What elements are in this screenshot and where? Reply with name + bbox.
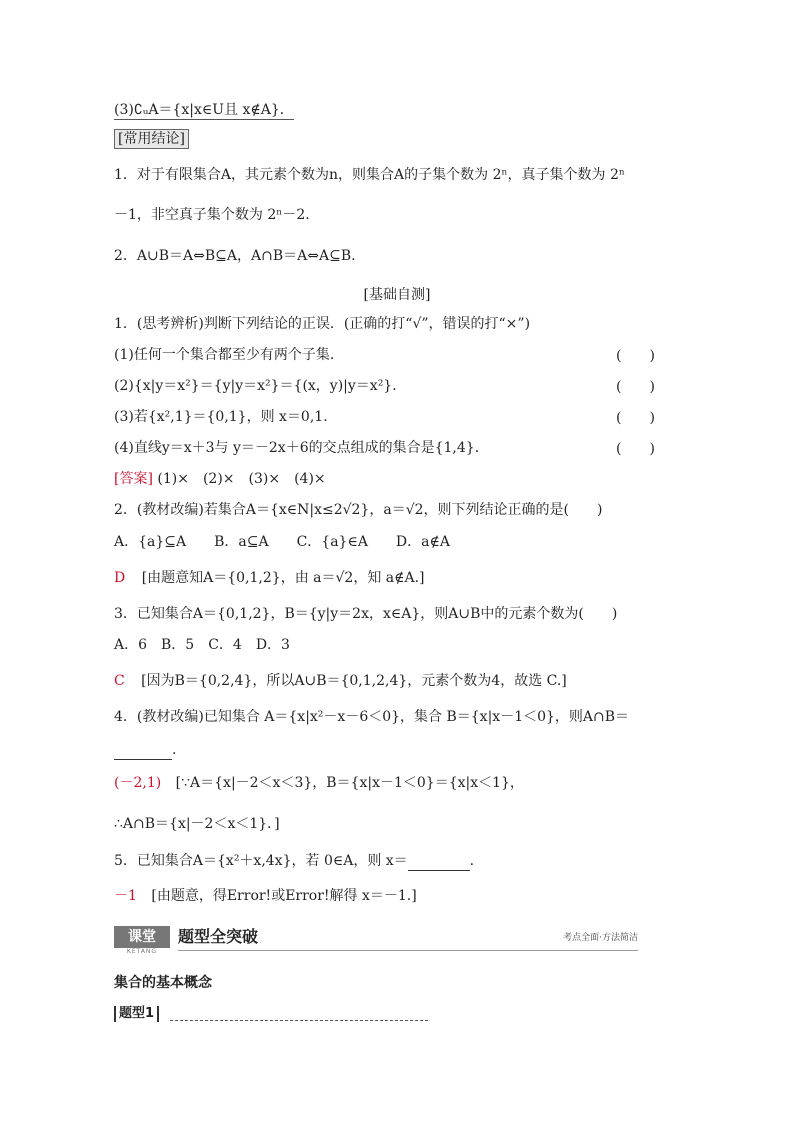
question-1-answer	[114, 469, 326, 489]
banner-tag: 课堂	[114, 926, 170, 948]
answer-paren: ( )	[616, 379, 655, 395]
conclusion-1-continued: －1，非空真子集个数为 2ⁿ－2.	[114, 207, 310, 223]
answer-paren: ( )	[616, 441, 655, 457]
fill-blank	[114, 745, 172, 760]
self-test-heading: [基础自测]	[363, 287, 431, 303]
dashed-rule	[170, 1020, 428, 1021]
question-2-answer	[114, 568, 425, 588]
question-3: 3．已知集合A＝{0,1,2}，B＝{y|y＝2x，x∈A}，则A∪B中的元素个数为( )	[114, 606, 618, 622]
question-4-answer-continued: ∴A∩B＝{x|－2＜x＜1}．]	[114, 816, 280, 832]
banner-subtitle: 考点全面·方法简洁	[563, 933, 638, 943]
answer-letter: D	[114, 570, 126, 586]
section-title: 集合的基本概念	[114, 975, 212, 991]
banner-rule	[178, 950, 638, 951]
question-5-answer	[114, 886, 417, 906]
conclusion-1: 1．对于有限集合A，其元素个数为n，则集合A的子集个数为 2ⁿ，真子集个数为 2ⁿ	[114, 167, 625, 183]
question-2-options: A．{a}⊆A B．a⊆A C．{a}∈A D．a∉A	[114, 534, 450, 550]
underline	[114, 119, 294, 120]
answer-tag: [答案]	[114, 471, 153, 487]
question-1-item-3: (3)若{x²,1}＝{0,1}，则 x＝0,1.	[114, 409, 328, 425]
section-banner	[114, 926, 638, 955]
banner-title: 题型全突破	[178, 927, 259, 946]
answer-value: (－2,1)	[114, 775, 162, 791]
question-4: 4．(教材改编)已知集合 A＝{x|x²－x－6＜0}，集合 B＝{x|x－1＜0}，则A∩B＝	[114, 709, 630, 725]
answer-value: －1	[114, 888, 137, 904]
answer-explanation: [因为B＝{0,2,4}，所以A∪B＝{0,1,2,4}，元素个数为4，故选 C.]	[141, 673, 567, 689]
common-conclusions-heading: [常用结论]	[114, 129, 189, 149]
answer-explanation: [∵A＝{x|－2＜x＜3}，B＝{x|x－1＜0}＝{x|x＜1}，	[175, 775, 524, 791]
question-4-answer	[114, 773, 524, 793]
question-1-item-1: (1)任何一个集合都至少有两个子集．	[114, 347, 344, 363]
question-4-blank: .	[114, 740, 176, 760]
answer-explanation: [由题意知A＝{0,1,2}，由 a＝√2，知 a∉A.]	[141, 570, 425, 586]
question-1: 1．(思考辨析)判断下列结论的正误．(正确的打“√”，错误的打“×”)	[114, 316, 531, 332]
answer-letter: C	[114, 673, 125, 689]
banner-tag-sub: KETANG	[126, 948, 158, 955]
question-3-options: A．6 B．5 C．4 D．3	[114, 637, 290, 653]
answer-text: (1)× (2)× (3)× (4)×	[157, 471, 326, 487]
fill-blank	[408, 856, 470, 871]
answer-explanation: [由题意，得Error!或Error!解得 x＝－1.]	[151, 888, 417, 904]
question-2: 2．(教材改编)若集合A＝{x∈N|x≤2√2}，a＝√2，则下列结论正确的是( )	[114, 502, 603, 518]
complement-definition: (3)∁ᵤA＝{x|x∈U且 x∉A}．	[114, 102, 294, 118]
question-text: 5．已知集合A＝{x²＋x,4x}，若 0∈A，则 x＝	[114, 853, 408, 869]
question-5: 5．已知集合A＝{x²＋x,4x}，若 0∈A，则 x＝ .	[114, 853, 475, 869]
type-label: 题型1	[114, 1006, 159, 1022]
question-3-answer	[114, 671, 567, 691]
answer-paren: ( )	[616, 348, 655, 364]
answer-paren: ( )	[616, 410, 655, 426]
question-1-item-2: (2){x|y＝x²}＝{y|y＝x²}＝{(x，y)|y＝x²}．	[114, 378, 407, 394]
conclusion-2: 2．A∪B＝A⇔B⊆A，A∩B＝A⇔A⊆B.	[114, 248, 356, 264]
question-1-item-4: (4)直线y＝x＋3与 y＝－2x＋6的交点组成的集合是{1,4}．	[114, 440, 489, 456]
